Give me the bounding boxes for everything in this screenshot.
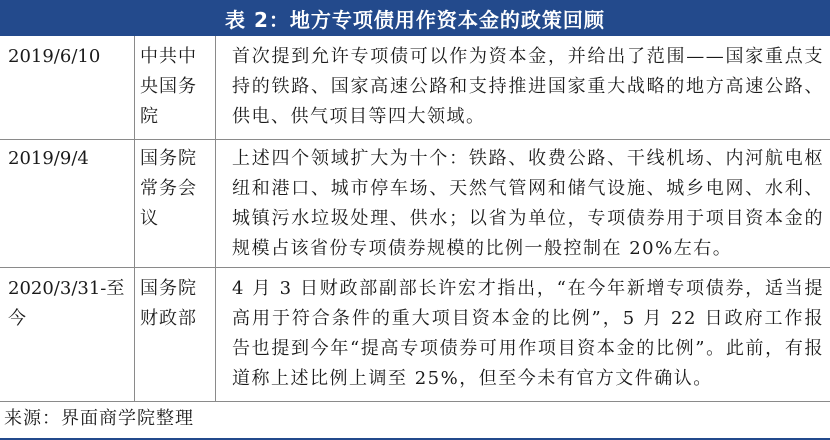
column-divider xyxy=(215,36,216,139)
column-divider xyxy=(134,140,135,267)
org-cell: 中共中央国务院 xyxy=(140,46,197,127)
column-divider xyxy=(134,36,135,139)
date-cell: 2020/3/31-至今 xyxy=(8,278,125,329)
org-cell: 国务院财政部 xyxy=(140,278,197,329)
date-cell: 2019/9/4 xyxy=(8,148,89,169)
table-title: 表 2：地方专项债用作资本金的政策回顾 xyxy=(0,0,830,36)
content-cell: 上述四个领域扩大为十个：铁路、收费公路、干线机场、内河航电枢纽和港口、城市停车场、天然气管网和储气设施、城乡电网、水利、城镇污水垃圾处理、供水；以省为单位，专项债券用于项目资本金的规模占该省份专项债券规模的比例一般控制在 20%左右。 xyxy=(232,148,824,259)
content-cell: 4 月 3 日财政部副部长许宏才指出，“在今年新增专项债券，适当提高用于符合条件的重大项目资本金的比例”，5 月 22 日政府工作报告也提到今年“提高专项债券可用作项目资本金的比例”。此前，有报道称上述比例上调至 25%，但至今未有官方文件确认。 xyxy=(232,278,824,389)
table-row xyxy=(0,140,830,268)
date-cell: 2019/6/10 xyxy=(8,46,101,67)
column-divider xyxy=(134,268,135,401)
column-divider xyxy=(215,268,216,401)
table-row xyxy=(0,268,830,402)
table-row xyxy=(0,36,830,140)
content-cell: 首次提到允许专项债可以作为资本金，并给出了范围——国家重点支持的铁路、国家高速公路和支持推进国家重大战略的地方高速公路、供电、供气项目等四大领域。 xyxy=(232,46,824,127)
org-cell: 国务院常务会议 xyxy=(140,148,197,229)
column-divider xyxy=(215,140,216,267)
table-source-note: 来源：界面商学院整理 xyxy=(4,408,194,429)
